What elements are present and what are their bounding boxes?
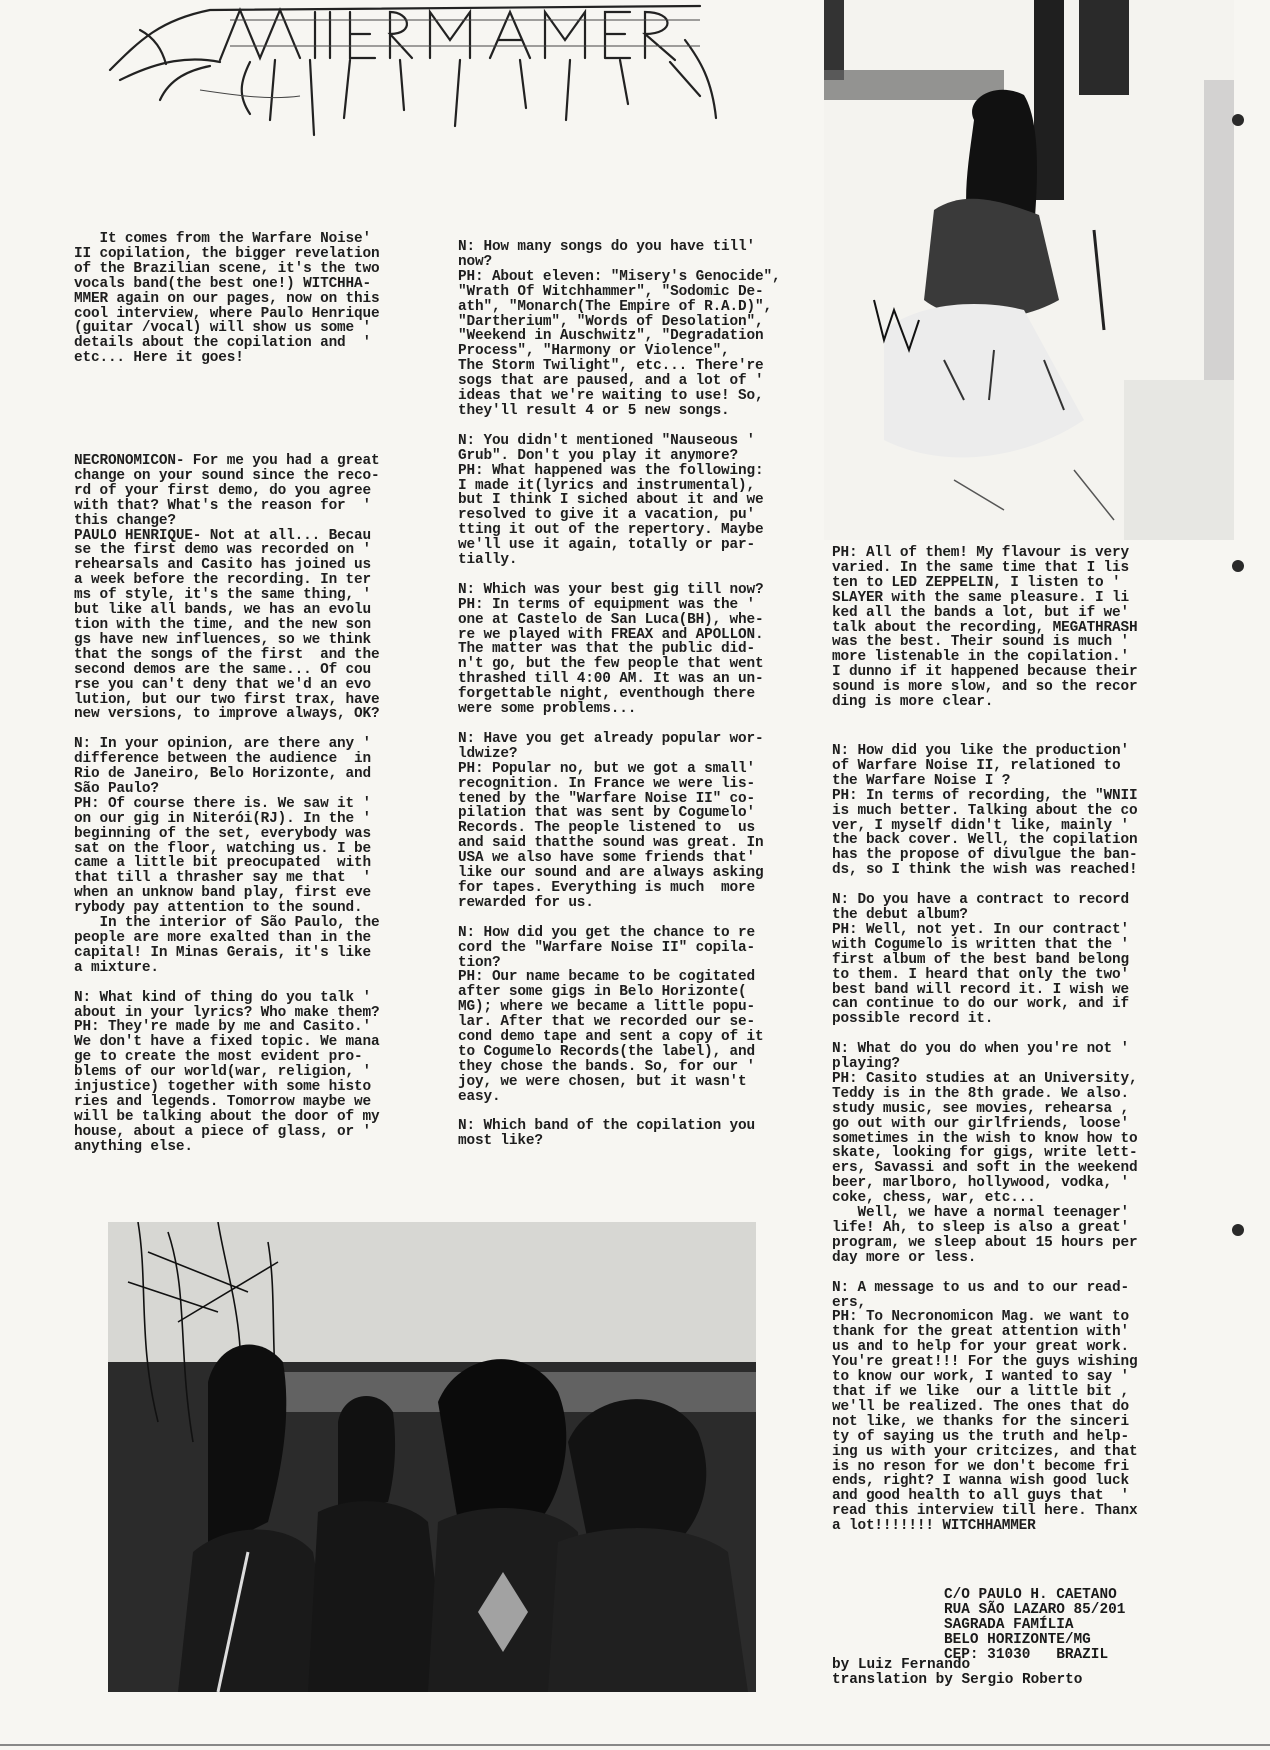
punch-hole-middle (1232, 560, 1244, 572)
credits: by Luiz Fernando translation by Sergio Roberto (832, 1657, 1083, 1688)
band-group-photo (108, 1222, 756, 1692)
interview-column-3-top: PH: All of them! My flavour is very varied. In the same time that I lis ten to LED ZEPPELIN, I listen to ' SLAYER with the same pleasure. I li ked all the bands a lot, but if we' talk about the recording, MEGATHRASH was the best. Their sound is much ' more listenable in the copilation.' I dunno if it happened because their sound is more slow, and so the recor ding is more clear. (832, 545, 1138, 711)
interview-column-3-bottom: N: How did you like the production' of Warfare Noise II, relationed to the Warfare Noise I ? PH: In terms of recording, the "WNII is much better. Talking about the co ver, I myself didn't like, mainly ' the back cover. Well, the copilation has the propose of divulgue the ban- ds, so I think the wish was reached! N: Do you have a contract to record the debut album? PH: Well, not yet. In our contract' with Cogumelo is written that the ' first album of the best band belong to them. I heard that only the two' best band will record it. I wish we can continue to do our work, and if possible record it. N: What do you do when you're not ' playing? PH: Casito studies at an University, Teddy is in the 8th grade. We also. study music, see movies, rehearsa , go out with our girlfriends, loose' sometimes in the wish to know how to skate, looking for gigs, write lett- ers, Savassi and soft in the weekend beer, marlboro, hollywood, vodka, ' coke, chess, war, etc... Well, we have a normal teenager' life! Ah, to sleep is also a great' program, we sleep about 15 hours per day more or less. N: A message to us and to our read- ers, PH: To Necronomicon Mag. we want to thank for the great attention with' us and to help for your great work. You're great!!! For the guys wishing to know our work, I wanted to say ' that if we like our a little bit , we'll be realized. The ones that do not like, we thanks for the sinceri ty of saying us the truth and help- ing us with your critcizes, and that is no reson for we don't become fri ends, right? I wanna wish good luck and good health to all guys that ' read this interview till here. Thanx a lot!!!!!!! WITCHHAMMER (832, 743, 1138, 1535)
band-logo (100, 0, 720, 140)
band-member-photo-top (824, 0, 1234, 540)
interview-column-2: N: How many songs do you have till' now? PH: About eleven: "Misery's Genocide", "Wrath Of Witchhammer", "Sodomic De- ath", "Monarch(The Empire of R.A.D)", "Dartherium", "Words of Desolation", "Weekend in Auschwitz", "Degradation Process", "Harmony or Violence", The Storm Twilight", etc... There're sogs that are paused, and a lot of ' ideas that we're waiting to use! So, they'll result 4 or 5 new songs. N: You didn't mentioned "Nauseous ' Grub". Don't you play it anymore? PH: What happened was the following: I made it(lyrics and instrumental), but I think I siched about it and we resolved to give it a vacation, pu' tting it out of the repertory. Maybe we'll use it again, totally or par- tially. N: Which was your best gig till now? PH: In terms of equipment was the ' one at Castelo de San Luca(BH), whe- re we played with FREAX and APOLLON. The matter was that the public did- n't go, but the few people that went thrashed till 4:00 AM. It was an un- forgettable night, eventhough there were some problems... N: Have you get already popular wor- ldwize? PH: Popular no, but we got a small' recognition. In France we were lis- tened by the "Warfare Noise II" co- pilation that was sent by Cogumelo' Records. The people listened to us and said thatthe sound was great. In USA we also have some friends that' like our sound and are always asking for tapes. Everything is much more rewarded for us. N: How did you get the chance to re cord the "Warfare Noise II" copila- tion? PH: Our name became to be cogitated after some gigs in Belo Horizonte( MG); where we became a little popu- lar. After that we recorded our se- cond demo tape and sent a copy of it to Cogumelo Records(the label), and they chose the bands. So, for our ' joy, we were chosen, but it wasn't easy. N: Which band of the copilation you most like? (458, 239, 781, 1150)
punch-hole-bottom (1232, 1224, 1244, 1236)
intro-paragraph: It comes from the Warfare Noise' II copilation, the bigger revelation of the Brazilian scene, it's the two vocals band(the best one!) WITCHHA- MMER again on our pages, now on this cool interview, where Paulo Henrique (guitar /vocal) will show us some ' details about the copilation and ' etc... Here it goes! (74, 231, 380, 367)
page-edge (0, 1744, 1270, 1746)
contact-address: C/O PAULO H. CAETANO RUA SÃO LAZARO 85/201 SAGRADA FAMÍLIA BELO HORIZONTE/MG CEP: 31030 BRAZIL (944, 1587, 1126, 1663)
interview-column-1: NECRONOMICON- For me you had a great change on your sound since the reco- rd of your first demo, do you agree with that? What's the reason for ' this change? PAULO HENRIQUE- Not at all... Becau se the first demo was recorded on ' rehearsals and Casito has joined us a week before the recording. In ter ms of style, it's the same thing, ' but like all bands, we has an evolu tion with the time, and the new son gs have new influences, so we think that the songs of the first and the second demos are the same... Of cou rse you can't deny that we'd an evo lution, but our two first trax, have new versions, to improve always, OK? N: In your opinion, are there any ' difference between the audience in Rio de Janeiro, Belo Horizonte, and São Paulo? PH: Of course there is. We saw it ' on our gig in Niterói(RJ). In the ' beginning of the set, everybody was sat on the floor, watching us. I be came a little bit preocupated with that till a thrasher say me that ' when an unknow band play, first eve rybody pay attention to the sound. In the interior of São Paulo, the people are more exalted than in the capital! In Minas Gerais, it's like a mixture. N: What kind of thing do you talk ' about in your lyrics? Who make them? PH: They're made by me and Casito.' We don't have a fixed topic. We mana ge to create the most evident pro- blems of our world(war, religion, ' injustice) together with some histo ries and legends. Tomorrow maybe we will be talking about the door of my house, about a piece of glass, or ' anything else. (74, 453, 380, 1155)
punch-hole-top (1232, 114, 1244, 126)
